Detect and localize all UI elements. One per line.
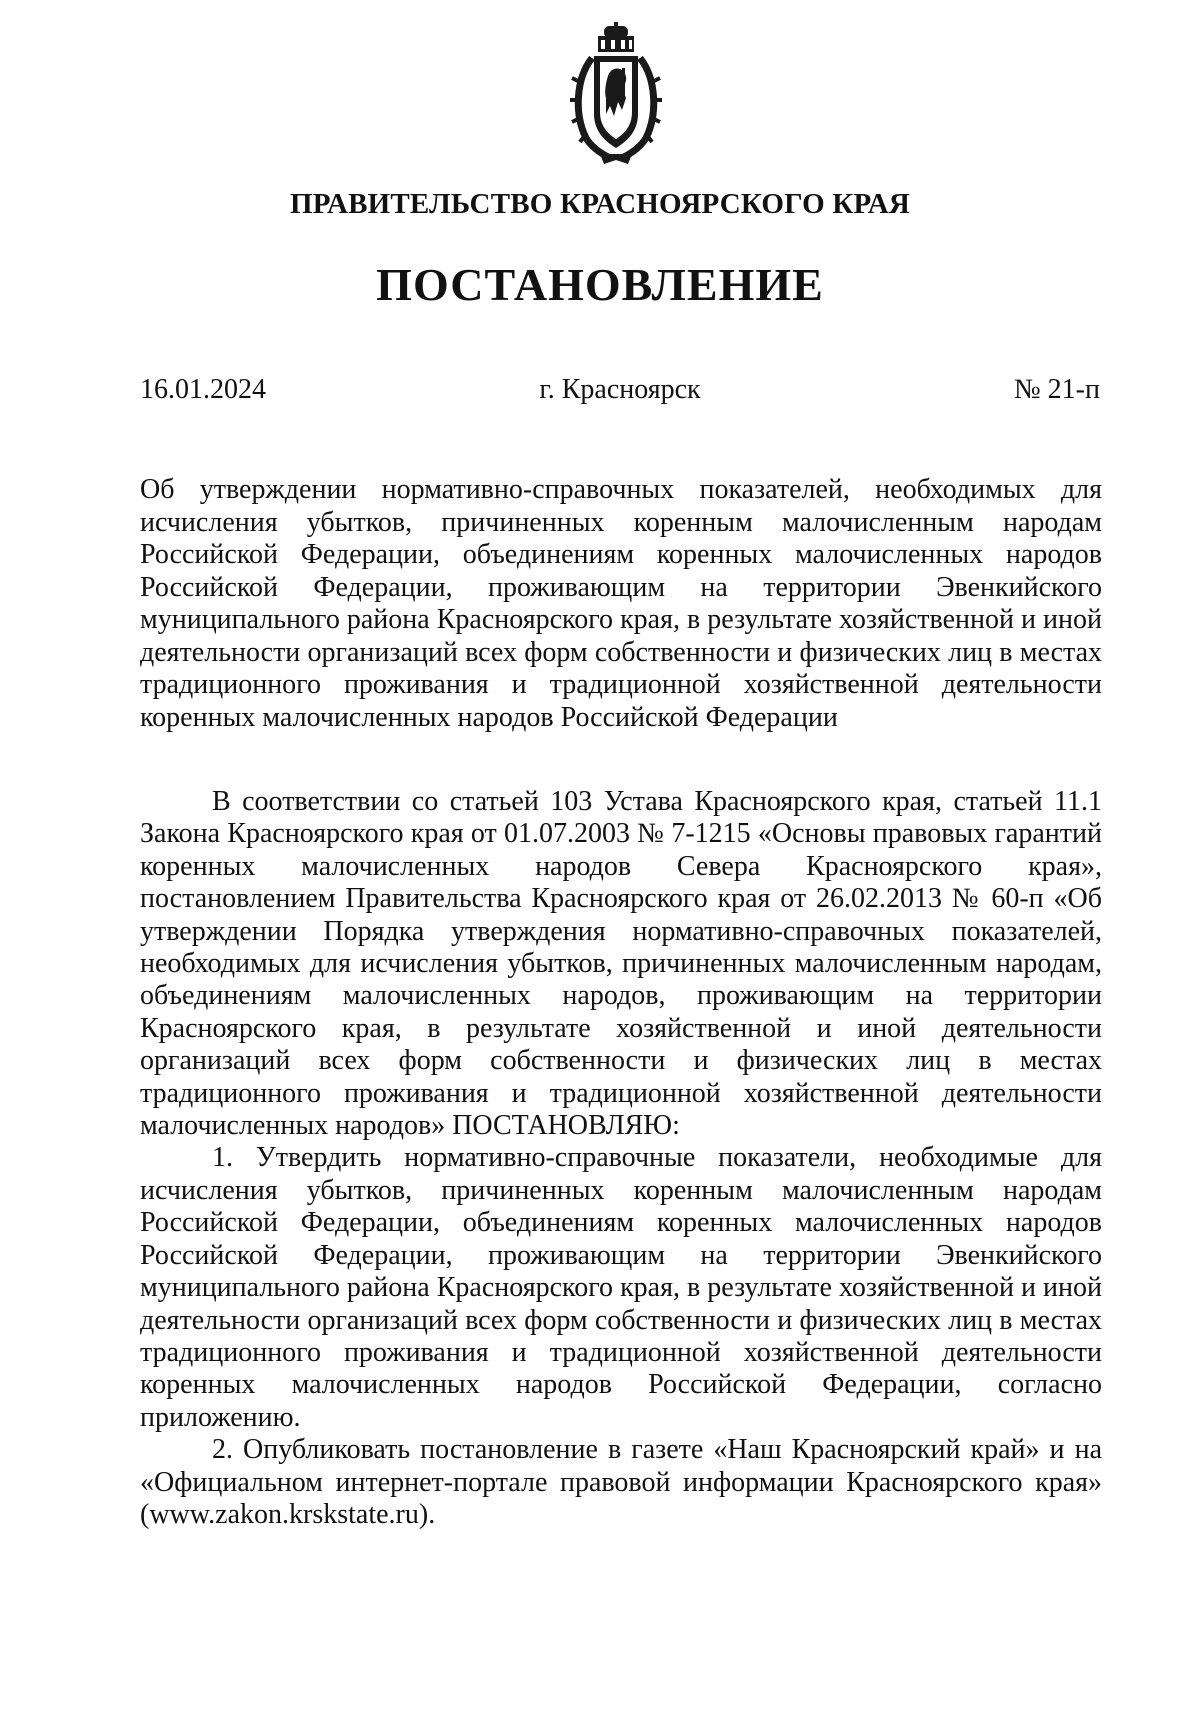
krasnoyarsk-coat-of-arms-icon	[570, 22, 662, 168]
item-1-paragraph: 1. Утвердить нормативно-справочные показатели, необходимые для исчисления убытков, причиненных коренным малочисленным народам Российской Федерации, объединениям коренных малочисленных народов Российской Федерации, проживающим на территории Эвенкийского муниципального района Красноярского края, в результате хозяйственной и иной деятельности организаций всех форм собственности и физических лиц в местах традиционного проживания и традиционной хозяйственной деятельности коренных малочисленных народов Российской Федерации, согласно приложению.	[140, 1142, 1102, 1433]
government-name: ПРАВИТЕЛЬСТВО КРАСНОЯРСКОГО КРАЯ	[289, 188, 911, 220]
document-meta	[140, 374, 1100, 410]
preamble-paragraph: В соответствии со статьей 103 Устава Красноярского края, статьей 11.1 Закона Красноярского края от 01.07.2003 № 7-1215 «Основы правовых гарантий коренных малочисленных народов Севера Красноярского края», постановлением Правительства Красноярского края от 26.02.2013 № 60-п «Об утверждении Порядка утверждения нормативно-справочных показателей, необходимых для исчисления убытков, причиненных малочисленным народам, объединениям малочисленных народов, проживающим на территории Красноярского края, в результате хозяйственной и иной деятельности организаций всех форм собственности и физических лиц в местах традиционного проживания и традиционной хозяйственной деятельности малочисленных народов» ПОСТАНОВЛЯЮ:	[140, 786, 1102, 1142]
document-number: № 21-п	[1013, 374, 1100, 405]
item-2-paragraph: 2. Опубликовать постановление в газете «Наш Красноярский край» и на «Официальном интернет-портале правовой информации Красноярского края» (www.zakon.krskstate.ru).	[140, 1434, 1102, 1530]
document-city: г. Красноярск	[539, 374, 701, 405]
document-type: ПОСТАНОВЛЕНИЕ	[376, 259, 824, 310]
document-title: Об утверждении нормативно-справочных показателей, необходимых для исчисления убытков, причиненных коренным малочисленным народам Российской Федерации, объединениям коренных малочисленных народов Российской Федерации, проживающим на территории Эвенкийского муниципального района Красноярского края, в результате хозяйственной и иной деятельности организаций всех форм собственности и физических лиц в местах традиционного проживания и традиционной хозяйственной деятельности коренных малочисленных народов Российской Федерации	[140, 474, 1102, 733]
document-date: 16.01.2024	[140, 374, 266, 405]
document-body	[140, 786, 1102, 1531]
